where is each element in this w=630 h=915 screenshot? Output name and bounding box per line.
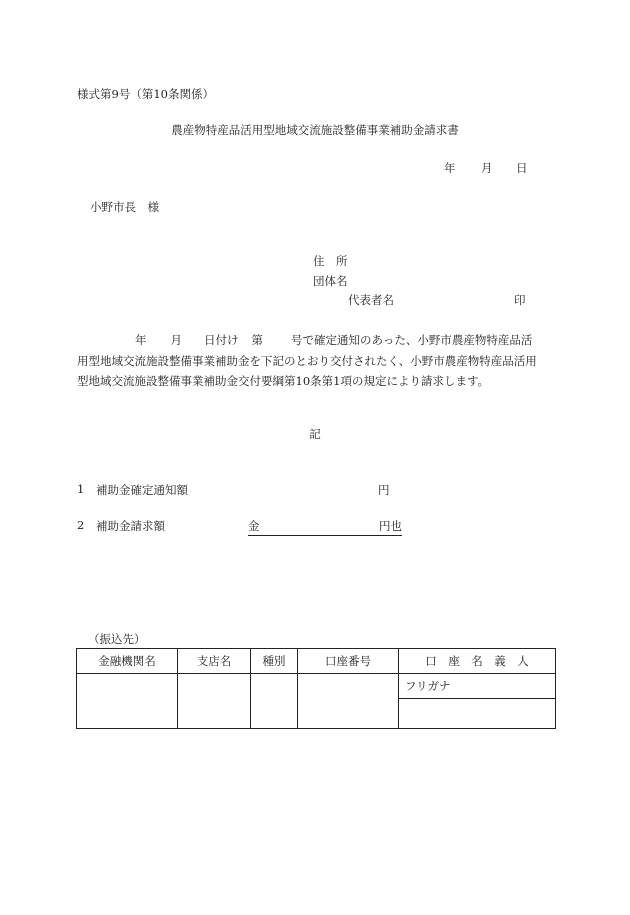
body-line-1	[77, 330, 563, 351]
bank-table-header-row	[77, 649, 556, 674]
body-dated: 日付け	[204, 333, 239, 347]
item-1-number: 1	[77, 482, 85, 496]
body-line-1-rest: 号で確定通知のあった、小野市農産物特産品活	[291, 333, 533, 347]
body-number-prefix: 第	[251, 333, 263, 347]
item-2-prefix: 金	[248, 519, 260, 533]
item-1-label: 補助金確定通知額	[96, 483, 188, 497]
date-day-label: 日	[516, 161, 528, 175]
bank-heading: （振込先）	[88, 632, 146, 646]
form-number: 様式第9号（第10条関係）	[77, 87, 214, 101]
bank-account-table	[76, 648, 556, 729]
body-line-2: 用型地域交流施設整備事業補助金を下記のとおり交付されたく、小野市農産物特産品活用	[77, 353, 537, 368]
bank-name-cell[interactable]	[77, 674, 178, 729]
body-line-3: 型地域交流施設整備事業補助金交付要綱第10条第1項の規定により請求します。	[77, 374, 490, 388]
branch-name-cell[interactable]	[178, 674, 251, 729]
bank-table-row	[77, 674, 556, 699]
ki-heading: 記	[309, 427, 321, 441]
col-branch-name: 支店名	[178, 649, 251, 674]
representative-label: 代表者名	[348, 293, 394, 307]
item-2-suffix: 円也	[379, 519, 402, 533]
furigana-cell[interactable]	[399, 674, 556, 699]
item-2-label: 補助金請求額	[96, 519, 165, 533]
document-title: 農産物特産品活用型地域交流施設整備事業補助金請求書	[171, 123, 459, 137]
col-account-type: 種別	[251, 649, 298, 674]
account-type-cell[interactable]	[251, 674, 298, 729]
item-2-amount-field[interactable]	[248, 518, 402, 536]
account-number-cell[interactable]	[298, 674, 399, 729]
col-bank-name: 金融機関名	[77, 649, 178, 674]
organization-label: 団体名	[313, 274, 348, 288]
furigana-label: フリガナ	[405, 679, 451, 693]
item-1-unit: 円	[378, 483, 390, 497]
item-2-number: 2	[77, 518, 85, 532]
col-account-holder: 口 座 名 義 人	[399, 649, 556, 674]
col-account-number: 口座番号	[298, 649, 399, 674]
account-holder-cell[interactable]	[399, 699, 556, 729]
seal-mark: 印	[514, 293, 526, 307]
address-label: 住 所	[313, 254, 348, 268]
date-month-label: 月	[481, 161, 493, 175]
addressee: 小野市長 様	[90, 200, 159, 214]
body-paragraph	[77, 330, 563, 392]
body-month: 月	[170, 333, 182, 347]
body-year: 年	[135, 333, 147, 347]
date-year-label: 年	[444, 161, 456, 175]
